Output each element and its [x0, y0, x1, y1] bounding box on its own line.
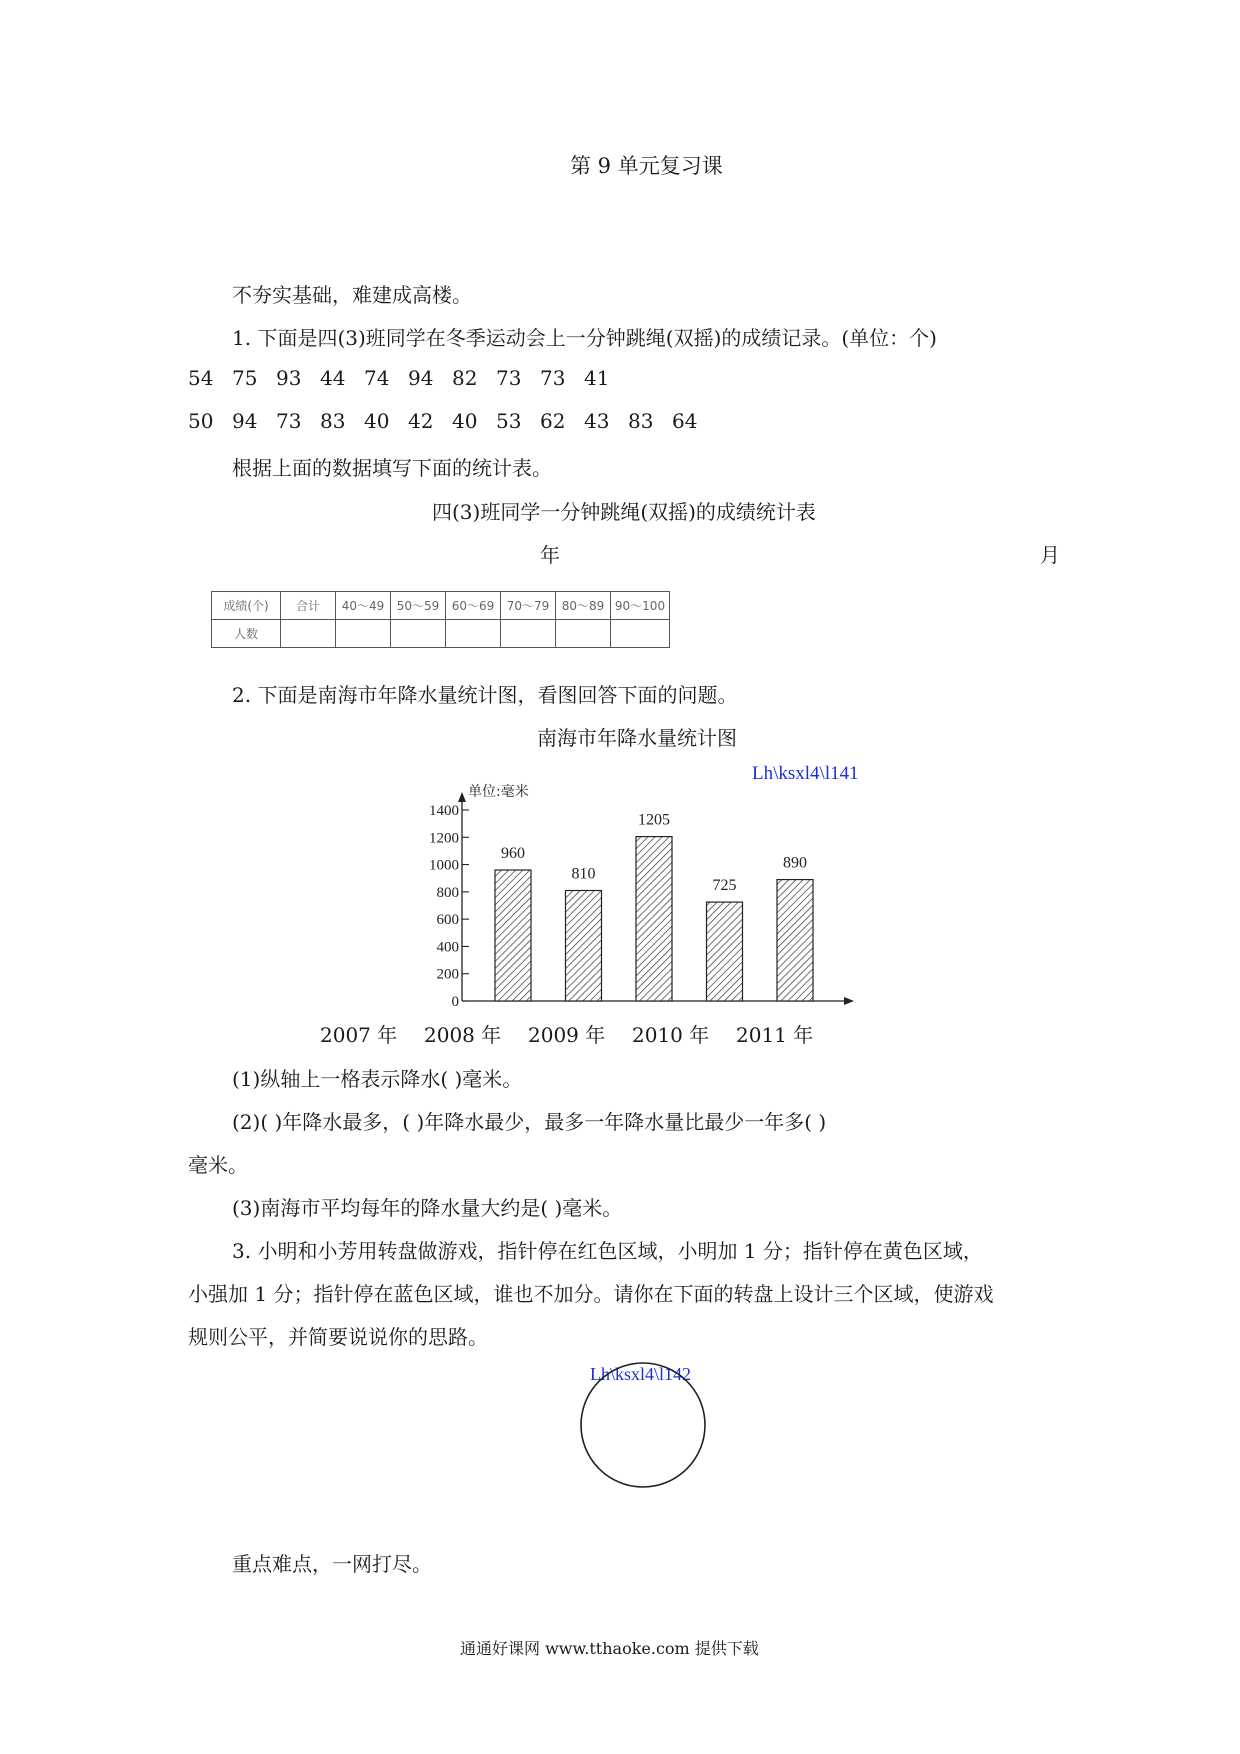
rainfall-bar-chart — [300, 760, 880, 1050]
y-tick-label: 1000 — [429, 857, 459, 874]
chart-bars — [495, 812, 813, 1001]
month-label: 月 — [1040, 543, 1060, 567]
table-cell[interactable] — [391, 620, 446, 648]
table-row-label: 人数 — [212, 620, 281, 648]
x-tick-label: 2008 年 — [424, 1023, 502, 1047]
page-title: 第 9 单元复习课 — [570, 154, 723, 178]
table-cell[interactable] — [446, 620, 501, 648]
chart-ref-code: Lh\ksxl4\l141 — [752, 763, 859, 784]
q1-data-row-2 — [188, 409, 716, 433]
data-value: 73 — [276, 409, 302, 433]
y-tick-label: 200 — [436, 966, 459, 983]
data-value: 54 — [188, 366, 214, 390]
footer-text: 通通好课网 www.tthaoke.com 提供下载 — [460, 1639, 759, 1658]
x-tick-label: 2010 年 — [632, 1023, 710, 1047]
x-tick-label: 2011 年 — [736, 1023, 814, 1047]
year-label: 年 — [540, 543, 560, 567]
bar — [495, 870, 531, 1001]
table-header-cell: 50～59 — [391, 592, 446, 620]
data-value: 43 — [584, 409, 610, 433]
q3-line2: 小强加 1 分；指针停在蓝色区域，谁也不加分。请你在下面的转盘上设计三个区域，使游戏 — [188, 1282, 994, 1306]
y-tick-label: 800 — [436, 884, 459, 901]
intro-text: 不夯实基础，难建成高楼。 — [232, 283, 472, 307]
data-value: 42 — [408, 409, 434, 433]
table-cell[interactable] — [501, 620, 556, 648]
table-header-cell: 成绩(个) — [212, 592, 281, 620]
bar — [707, 902, 743, 1001]
bar — [777, 880, 813, 1001]
bar — [636, 837, 672, 1001]
data-value: 94 — [408, 366, 434, 390]
data-value: 75 — [232, 366, 258, 390]
q1-data-row-1 — [188, 366, 628, 390]
table-header-cell: 70～79 — [501, 592, 556, 620]
q2-sub2: (2)( )年降水最多，( )年降水最少，最多一年降水量比最少一年多( ) — [232, 1110, 827, 1134]
table-cell[interactable] — [336, 620, 391, 648]
table-header-row — [212, 592, 670, 620]
q2-sub2-cont: 毫米。 — [188, 1153, 248, 1177]
table-header-cell: 60～69 — [446, 592, 501, 620]
spinner-ref-code: Lh\ksxl4\l142 — [590, 1364, 692, 1384]
table-cell[interactable] — [556, 620, 611, 648]
y-tick-label: 400 — [436, 939, 459, 956]
score-stat-table — [211, 591, 670, 648]
x-tick-label: 2009 年 — [528, 1023, 606, 1047]
data-value: 53 — [496, 409, 522, 433]
data-value: 73 — [496, 366, 522, 390]
table-header-cell: 80～89 — [556, 592, 611, 620]
table-header-cell: 合计 — [281, 592, 336, 620]
chart-title: 南海市年降水量统计图 — [537, 726, 737, 750]
spinner-circle[interactable] — [578, 1360, 708, 1490]
bar-data-label: 1205 — [638, 811, 670, 829]
data-value: 83 — [320, 409, 346, 433]
q3-line3: 规则公平，并简要说说你的思路。 — [188, 1325, 488, 1349]
bar-data-label: 725 — [712, 877, 737, 895]
table-cell[interactable] — [281, 620, 336, 648]
y-tick-label: 1200 — [429, 830, 459, 847]
q2-sub1: (1)纵轴上一格表示降水( )毫米。 — [232, 1067, 523, 1091]
bar-data-label: 960 — [501, 845, 525, 863]
x-tick-label: 2007 年 — [320, 1023, 398, 1047]
data-value: 40 — [452, 409, 478, 433]
q3-line1: 3. 小明和小芳用转盘做游戏，指针停在红色区域，小明加 1 分；指针停在黄色区域， — [232, 1239, 983, 1263]
y-axis-unit-label: 单位:毫米 — [468, 784, 529, 800]
data-value: 44 — [320, 366, 346, 390]
x-axis-arrow — [844, 997, 854, 1005]
table-title: 四(3)班同学一分钟跳绳(双摇)的成绩统计表 — [432, 500, 816, 524]
data-value: 50 — [188, 409, 214, 433]
data-value: 82 — [452, 366, 478, 390]
table-header-cell: 90～100 — [611, 592, 670, 620]
q1-instruction: 根据上面的数据填写下面的统计表。 — [232, 456, 552, 480]
data-value: 41 — [584, 366, 610, 390]
bar — [566, 890, 602, 1001]
data-value: 83 — [628, 409, 654, 433]
y-tick-label: 0 — [451, 994, 459, 1010]
table-header-cell: 40～49 — [336, 592, 391, 620]
data-value: 73 — [540, 366, 566, 390]
data-value: 93 — [276, 366, 302, 390]
data-value: 74 — [364, 366, 390, 390]
q2-text: 2. 下面是南海市年降水量统计图，看图回答下面的问题。 — [232, 683, 738, 707]
q1-text: 1. 下面是四(3)班同学在冬季运动会上一分钟跳绳(双摇)的成绩记录。(单位：个) — [232, 326, 937, 350]
data-value: 62 — [540, 409, 566, 433]
q2-sub3: (3)南海市平均每年的降水量大约是( )毫米。 — [232, 1196, 623, 1220]
table-row — [212, 620, 670, 648]
bar-data-label: 810 — [571, 865, 596, 883]
data-value: 40 — [364, 409, 390, 433]
bar-data-label: 890 — [783, 854, 807, 872]
data-value: 94 — [232, 409, 258, 433]
table-cell[interactable] — [611, 620, 670, 648]
data-value: 64 — [672, 409, 698, 433]
y-axis-arrow — [458, 792, 466, 802]
section-heading: 重点难点，一网打尽。 — [232, 1552, 432, 1576]
y-tick-label: 600 — [436, 912, 459, 929]
y-tick-label: 1400 — [429, 803, 459, 819]
